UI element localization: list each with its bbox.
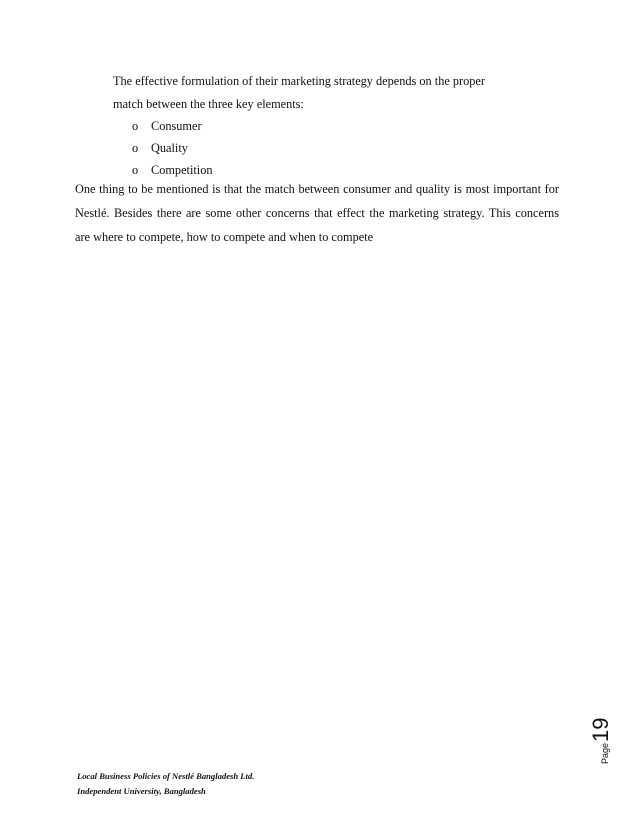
paragraph-line-1: One thing to be mentioned is that the match between consumer and quality is most important for <box>75 182 559 196</box>
page-number <box>584 712 614 764</box>
bullet-marker: o <box>132 141 139 155</box>
bullet-marker: o <box>132 163 139 177</box>
list-item <box>132 140 188 156</box>
paragraph-line-3: are where to compete, how to compete and when to compete <box>75 230 374 244</box>
footer-line-1: Local Business Policies of Nestlé Bangladesh Ltd. <box>77 771 255 781</box>
intro-line-2: match between the three key elements: <box>113 97 304 111</box>
list-item-text: Quality <box>151 141 188 155</box>
list-item-text: Consumer <box>151 119 202 133</box>
paragraph-line-2: Nestlé. Besides there are some other concerns that effect the marketing strategy. This concerns <box>75 206 559 220</box>
list-item <box>132 162 213 178</box>
list-item <box>132 118 202 134</box>
list-item-text: Competition <box>151 163 213 177</box>
page-label: Page <box>600 742 610 764</box>
page-number-value: 19 <box>588 717 613 742</box>
footer-line-2: Independent University, Bangladesh <box>77 786 206 796</box>
bullet-marker: o <box>132 119 139 133</box>
intro-line-1: The effective formulation of their marketing strategy depends on the proper <box>113 74 485 88</box>
